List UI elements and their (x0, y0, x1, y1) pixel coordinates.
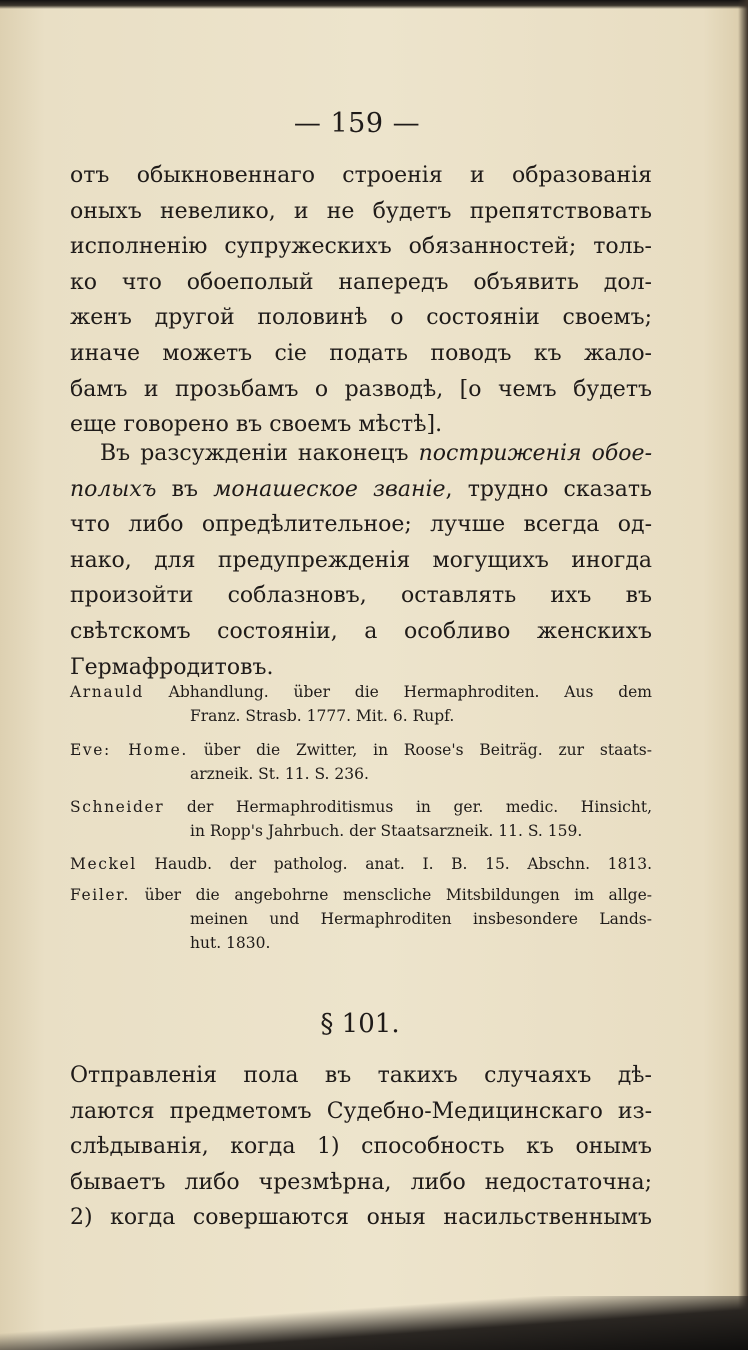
reference-line (70, 738, 652, 762)
reference-text: über die angebohrne menscliche Mitsbildungen im allge- (130, 886, 652, 904)
text-line: бываетъ либо чрезмѣрна, либо недостаточна; (70, 1169, 652, 1195)
reference-line (70, 680, 652, 704)
reference-line: meinen und Hermaphroditen insbesondere Lands- (190, 910, 652, 928)
reference-author: Schneider (70, 798, 165, 816)
text-line: свѣтскомъ состояніи, а особливо женскихъ (70, 618, 652, 644)
text-line: 2) когда совершаются оныя насильственнымъ (70, 1205, 652, 1231)
italic-term: постриженія обое- (418, 441, 652, 466)
reference-line: hut. 1830. (190, 934, 271, 952)
text-run: , трудно сказать (445, 476, 653, 502)
text-line: бамъ и прозьбамъ о разводѣ, [о чемъ будетъ (70, 376, 652, 402)
reference-text: über die Zwitter, in Roose's Beiträg. zur staats- (187, 741, 652, 759)
reference-line (70, 795, 652, 819)
paragraph-3 (70, 1058, 652, 1236)
text-line: исполненію супружескихъ обязанностей; толь- (70, 234, 652, 260)
page-number: — 159 — (293, 108, 421, 139)
reference-entry (70, 852, 652, 876)
reference-author: Feiler. (70, 886, 131, 904)
reference-entry (70, 795, 652, 843)
reference-entry (70, 680, 652, 728)
reference-line: in Ropp's Jahrbuch. der Staatsarzneik. 11. S. 159. (190, 822, 583, 840)
text-line: Отправленія пола въ такихъ случаяхъ дѣ- (70, 1063, 652, 1088)
italic-term: монашеское званіе (213, 476, 446, 502)
text-run: Въ разсужденіи наконецъ (100, 441, 419, 466)
reference-line: arzneik. St. 11. S. 236. (190, 765, 369, 783)
text-line (70, 436, 652, 472)
paragraph-1 (70, 158, 652, 443)
reference-author: Arnauld (70, 683, 144, 701)
page-top-shadow (0, 0, 748, 9)
text-line: женъ другой половинѣ о состояніи своемъ; (70, 305, 652, 331)
text-line: Гермафродитовъ. (70, 654, 274, 680)
text-line: произойти соблазновъ, оставлять ихъ въ (70, 583, 652, 609)
text-line: иначе можетъ сіе подать поводъ къ жало- (70, 340, 652, 366)
text-line: лаются предметомъ Судебно-Медицинскаго из- (70, 1098, 652, 1124)
reference-author: Eve: Home. (70, 741, 188, 759)
text-line: еще говорено въ своемъ мѣстѣ]. (70, 412, 443, 438)
reference-text: der Hermaphroditismus in ger. medic. Hinsicht, (164, 798, 652, 816)
italic-term: полыхъ (70, 476, 157, 502)
text-line: что либо опредѣлительное; лучше всегда од- (70, 512, 652, 538)
text-line: оныхъ невелико, и не будетъ препятствовать (70, 198, 652, 224)
reference-text: Abhandlung. über die Hermaphroditen. Aus dem (143, 683, 652, 701)
text-run: въ (156, 476, 214, 502)
reference-entry (70, 738, 652, 786)
paragraph-2 (70, 436, 652, 685)
text-line: слѣдыванія, когда 1) способность къ онымъ (70, 1134, 652, 1160)
text-line (70, 472, 652, 508)
text-line: ко что обоеполый напередъ объявить дол- (70, 269, 652, 295)
reference-line (70, 852, 652, 876)
reference-text: Haudb. der patholog. anat. I. B. 15. Abschn. 1813. (136, 855, 652, 873)
reference-line (70, 883, 652, 907)
text-line: отъ обыкновеннаго строенія и образованія (70, 163, 652, 188)
reference-line: Franz. Strasb. 1777. Mit. 6. Rupf. (190, 707, 455, 725)
page-bottom-shadow (0, 1296, 748, 1350)
page-right-shadow (738, 0, 748, 1350)
reference-entry (70, 883, 652, 955)
text-line: нако, для предупрежденія могущихъ иногда (70, 547, 652, 573)
section-heading: § 101. (320, 1009, 400, 1039)
reference-author: Meckel (70, 855, 137, 873)
